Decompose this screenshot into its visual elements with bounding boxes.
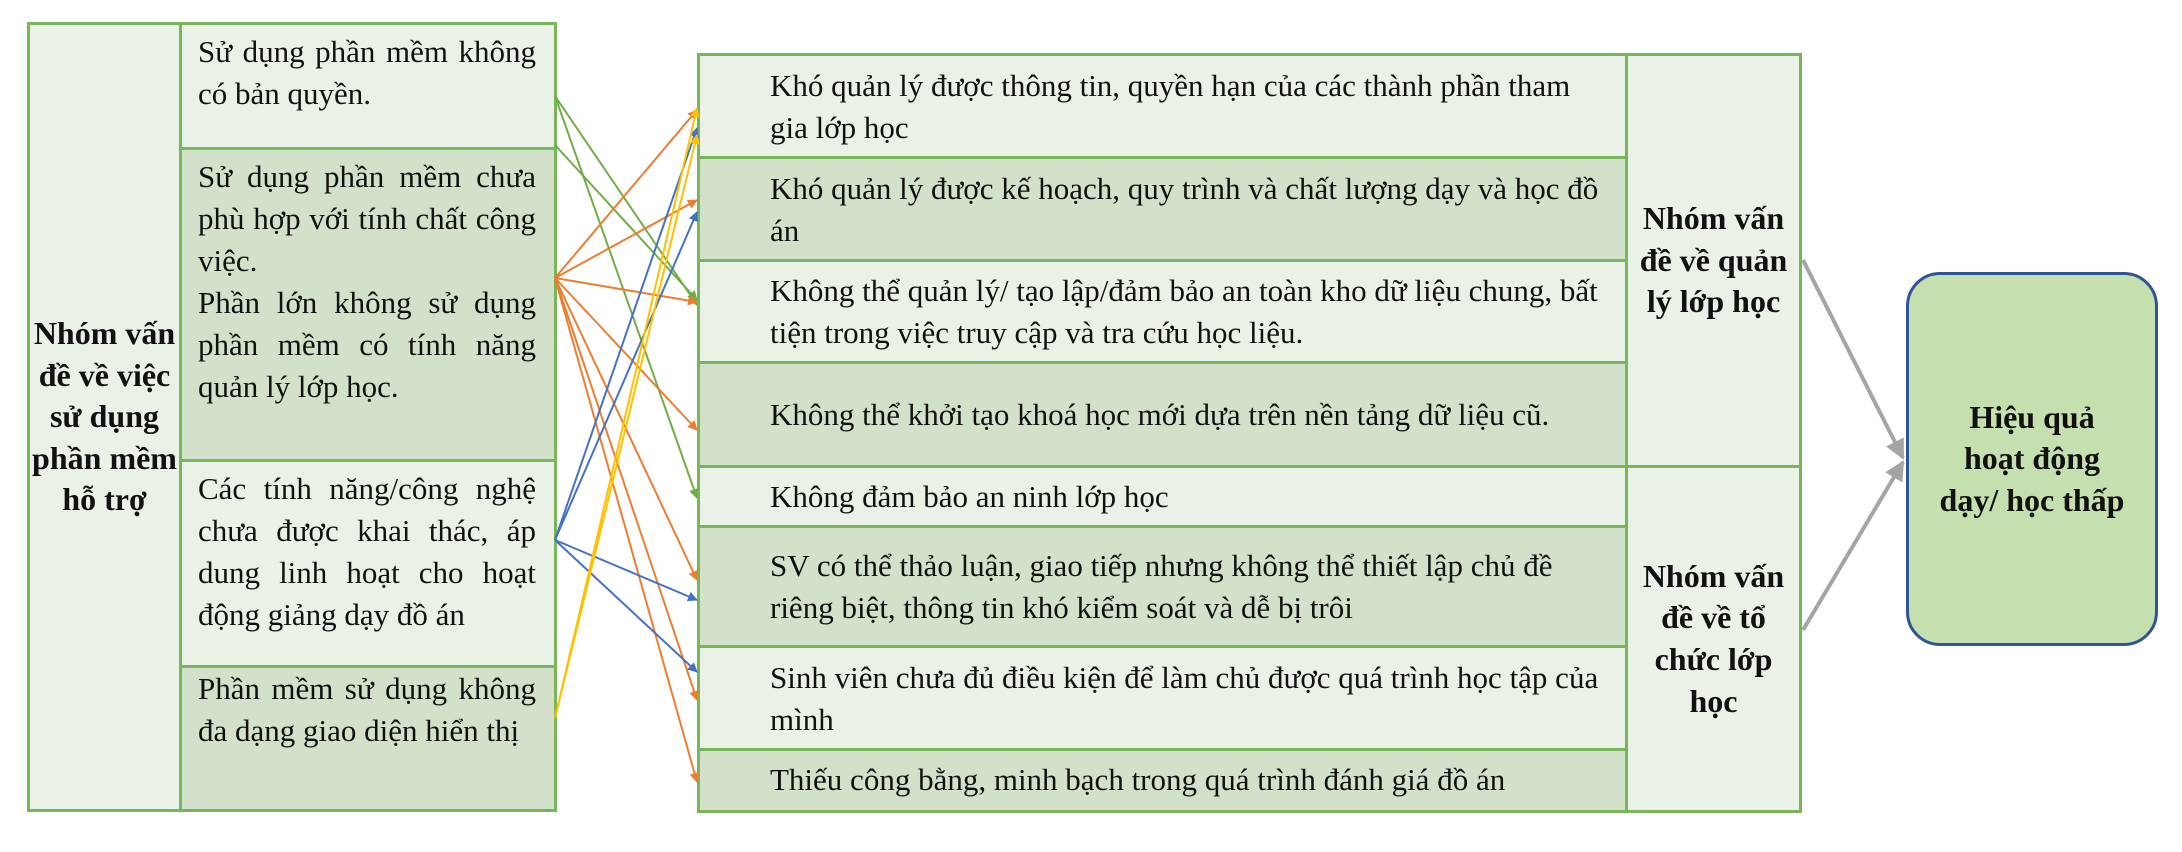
consequence-label: Khó quản lý được kế hoạch, quy trình và chất lượng dạy và học đồ án [770,170,1599,248]
consequence-label: Khó quản lý được thông tin, quyền hạn của các thành phần tham gia lớp học [770,68,1571,145]
arrow-green [555,96,697,498]
consequence-label: Sinh viên chưa đủ điều kiện để làm chủ được quá trình học tập của mình [770,659,1599,737]
arrow-blue [555,540,697,600]
management-group-title: Nhóm vấn đề về quản lý lớp học [1639,200,1788,320]
organization-group-title: Nhóm vấn đề về tổ chức lớp học [1642,557,1785,719]
arrow-blue [555,128,697,540]
arrow-blue [555,540,697,672]
consequence-label: Không thể quản lý/ tạo lập/đảm bảo an toàn kho dữ liệu chung, bất tiện trong việc truy cập và tra cứu học liệu. [770,273,1598,350]
arrow-orange [555,200,697,278]
issue-label: Phần mềm sử dụng không đa dạng giao diện hiển thị [198,671,536,748]
arrow-orange [555,110,697,278]
consequence-label: Không đảm bảo an ninh lớp học [770,479,1169,514]
consequence-label: SV có thể thảo luận, giao tiếp nhưng không thể thiết lập chủ đề riêng biệt, thông tin khó kiểm soát và dễ bị trôi [770,548,1553,625]
arrow-gray [1803,462,1903,630]
issue-label: Sử dụng phần mềm chưa phù hợp với tính chất công việc. [198,159,536,278]
issue-label: Sử dụng phần mềm không có bản quyền. [198,34,536,111]
issue-label: Phần lớn không sử dụng phần mềm có tính năng quản lý lớp học. [198,285,536,404]
issue-label: Các tính năng/công nghệ chưa được khai thác, áp dung linh hoạt cho hoạt động giảng dạy đồ án [198,471,536,632]
arrow-gray [1803,260,1903,458]
result-label: Hiệu quả hoạt động dạy/ học thấp [1939,398,2125,518]
consequence-label: Không thể khởi tạo khoá học mới dựa trên nền tảng dữ liệu cũ. [770,397,1550,432]
software-group-title: Nhóm vấn đề về việc sử dụng phần mềm hỗ trợ [32,315,177,518]
consequence-label: Thiếu công bằng, minh bạch trong quá trình đánh giá đồ án [770,762,1506,797]
